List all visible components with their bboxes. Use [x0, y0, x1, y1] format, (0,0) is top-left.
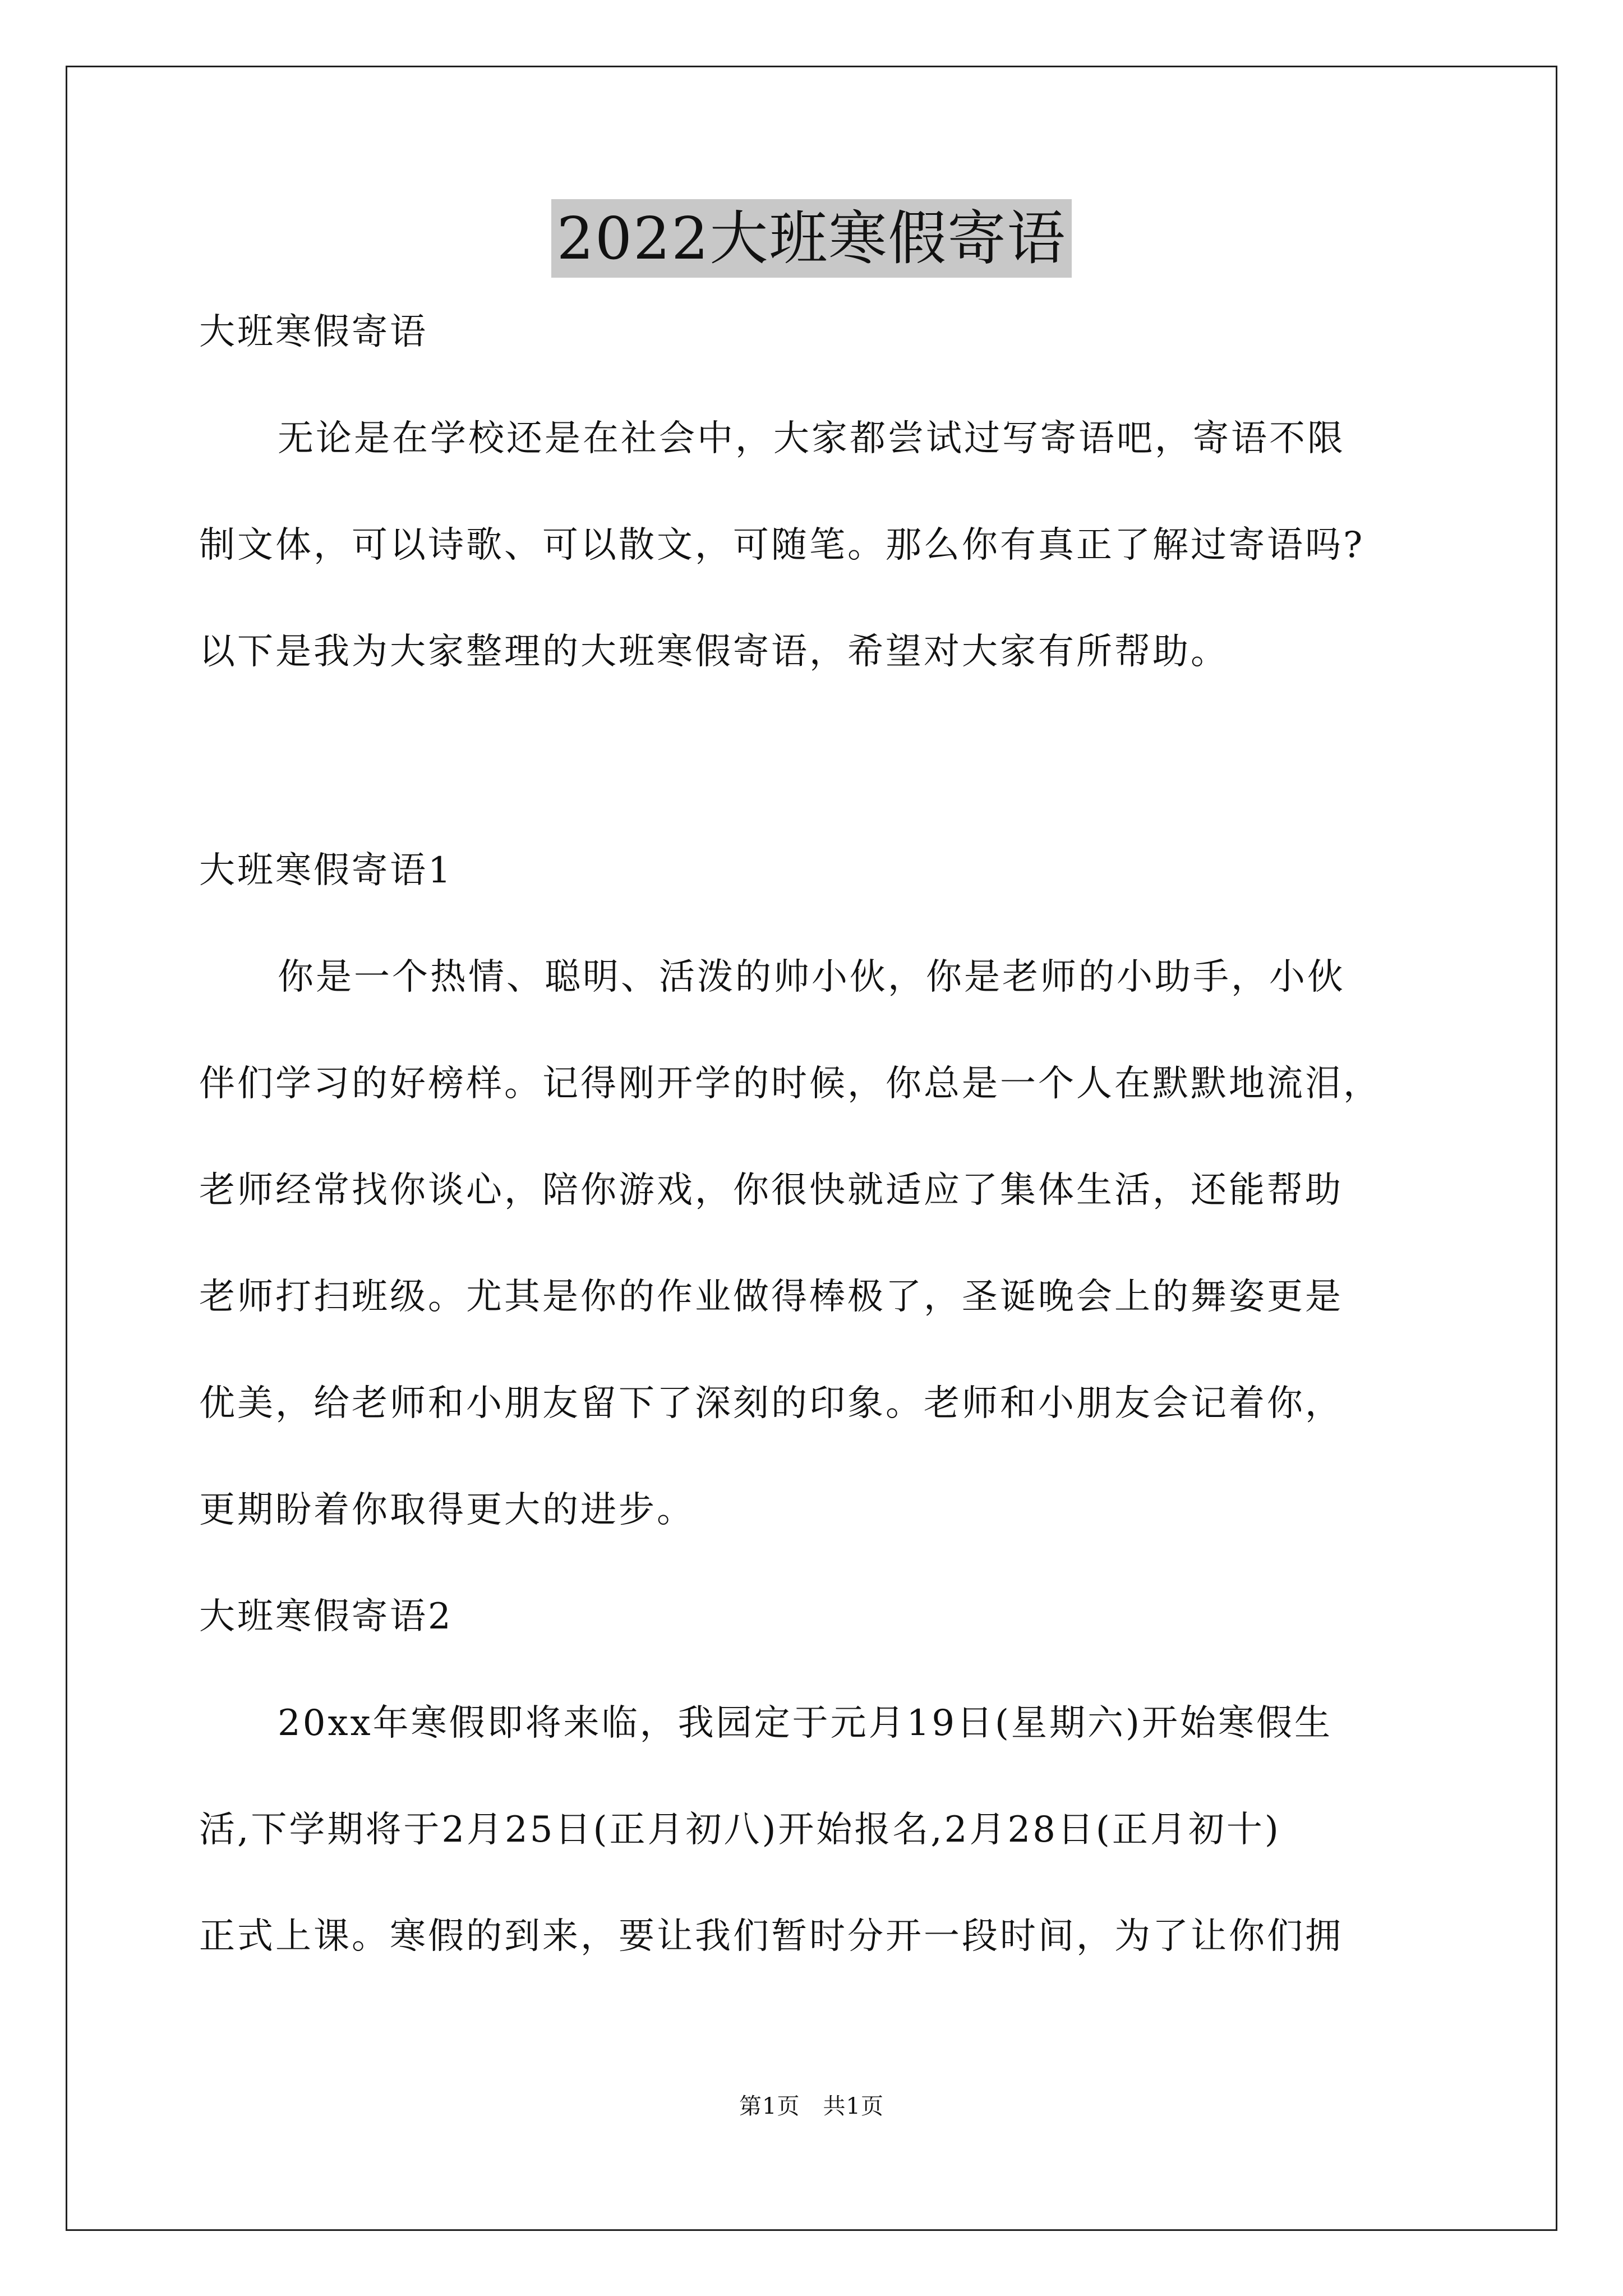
intro-line: 制文体，可以诗歌、可以散文，可随笔。那么你有真正了解过寄语吗?	[199, 524, 1365, 566]
page-border	[66, 66, 1557, 2231]
intro-line: 以下是我为大家整理的大班寒假寄语，希望对大家有所帮助。	[199, 631, 1229, 673]
section-2-heading: 大班寒假寄语2	[199, 1596, 453, 1637]
section-1-line: 老师打扫班级。尤其是你的作业做得棒极了，圣诞晚会上的舞姿更是	[199, 1276, 1343, 1318]
document-title: 2022大班寒假寄语	[551, 199, 1072, 278]
intro-line: 无论是在学校还是在社会中，大家都尝试过写寄语吧，寄语不限	[278, 418, 1345, 459]
intro-heading: 大班寒假寄语	[199, 311, 428, 353]
section-2-line: 20xx年寒假即将来临，我园定于元月19日(星期六)开始寒假生	[278, 1703, 1332, 1744]
section-1-line: 老师经常找你谈心，陪你游戏，你很快就适应了集体生活，还能帮助	[199, 1170, 1343, 1211]
section-2-line: 正式上课。寒假的到来，要让我们暂时分开一段时间，为了让你们拥	[199, 1916, 1343, 1957]
section-2-line: 活,下学期将于2月25日(正月初八)开始报名,2月28日(正月初十)	[199, 1809, 1281, 1851]
section-1-line: 伴们学习的好榜样。记得刚开学的时候，你总是一个人在默默地流泪，	[199, 1063, 1381, 1105]
section-1-heading: 大班寒假寄语1	[199, 850, 453, 891]
section-1-line: 优美，给老师和小朋友留下了深刻的印象。老师和小朋友会记着你，	[199, 1383, 1343, 1424]
section-1-line: 更期盼着你取得更大的进步。	[199, 1489, 695, 1531]
page-footer: 第1页 共1页	[739, 2093, 884, 2119]
section-1-line: 你是一个热情、聪明、活泼的帅小伙，你是老师的小助手，小伙	[278, 956, 1345, 998]
